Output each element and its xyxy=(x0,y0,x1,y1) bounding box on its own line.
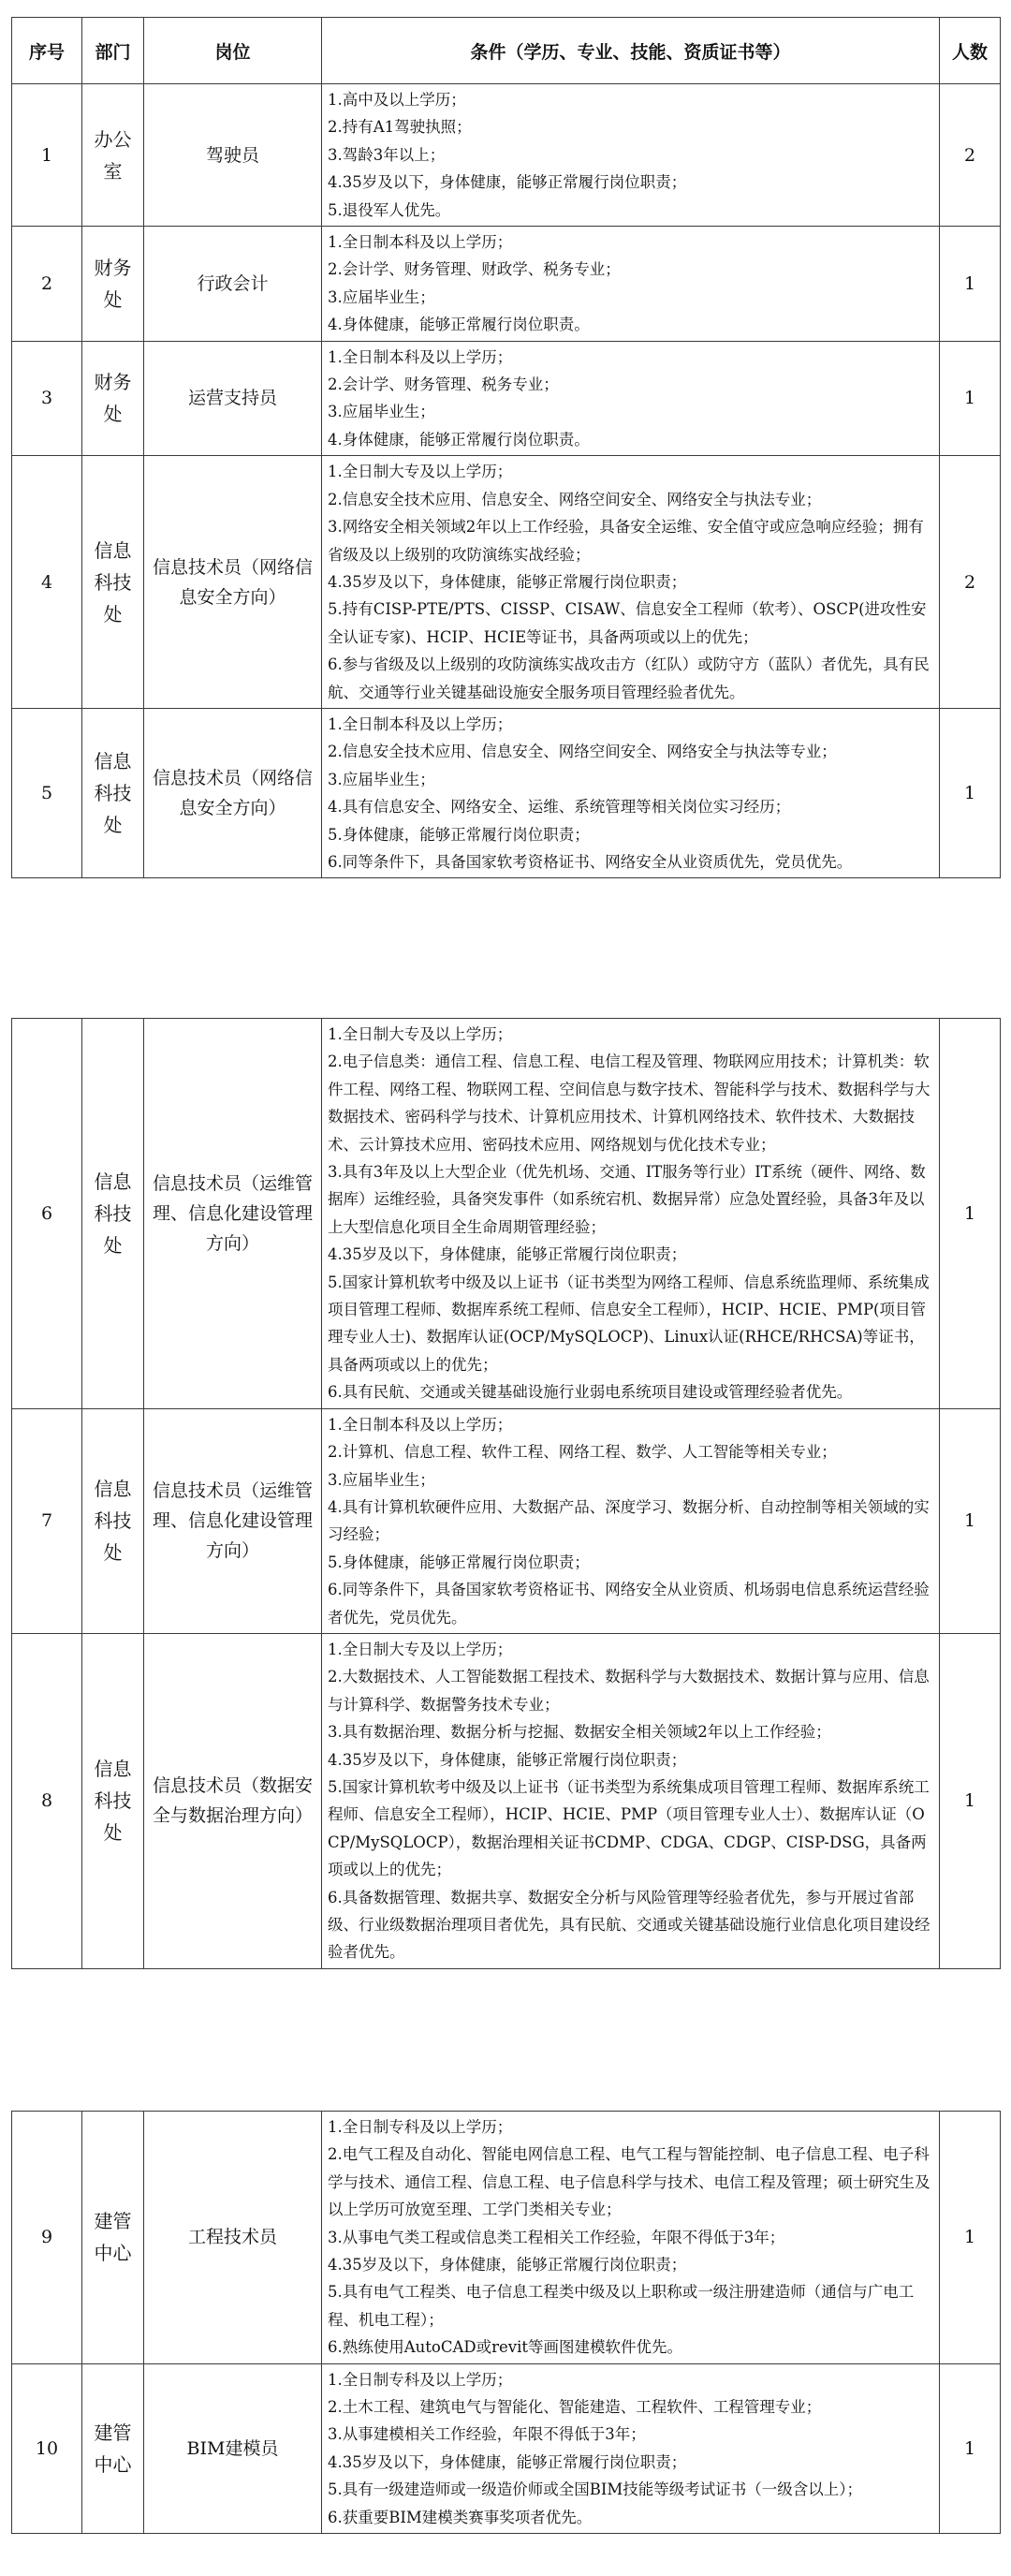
row-position: 信息技术员（网络信息安全方向） xyxy=(144,456,322,709)
condition-item: 1.全日制本科及以上学历； xyxy=(328,233,513,252)
condition-item: 2.会计学、财务管理、财政学、税务专业； xyxy=(328,260,621,279)
condition-item: 3.从事建模相关工作经验，年限不得低于3年； xyxy=(328,2425,646,2444)
condition-item: 5.国家计算机软考中级及以上证书（证书类型为系统集成项目管理工程师、数据库系统工程师、信息安全工程师），HCIP、HCIE、PMP（项目管理专业人士）、数据库认证（OCP/MySQLOCP），数据治理相关证书CDMP、CDGA、CDGP、CISP-DSG，具备两项或以上的优先； xyxy=(328,1777,930,1879)
row-conditions xyxy=(322,708,940,877)
row-number: 6 xyxy=(12,1019,82,1409)
condition-item: 6.同等条件下，具备国家软考资格证书、网络安全从业资质、机场弱电信息系统运营经验者优先，党员优先。 xyxy=(328,1581,930,1627)
condition-item: 6.熟练使用AutoCAD或revit等画图建模软件优先。 xyxy=(328,2338,683,2357)
row-position: 驾驶员 xyxy=(144,84,322,227)
row-conditions xyxy=(322,1019,940,1409)
table-section-2 xyxy=(11,1018,1000,1969)
row-count: 1 xyxy=(940,227,1001,342)
row-count: 1 xyxy=(940,2112,1001,2364)
condition-item: 3.具有3年及以上大型企业（优先机场、交通、IT服务等行业）IT系统（硬件、网络、数据库）运维经验，具备突发事件（如系统宕机、数据异常）应急处置经验，具备3年及以上大型信息化项目全生命周期管理经验； xyxy=(328,1163,926,1236)
condition-item: 3.应届毕业生； xyxy=(328,403,435,421)
row-department: 财务处 xyxy=(82,227,144,342)
condition-item: 2.电子信息类：通信工程、信息工程、电信工程及管理、物联网应用技术；计算机类：软件工程、网络工程、物联网工程、空间信息与数字技术、智能科学与技术、数据科学与大数据技术、密码科学与技术、计算机应用技术、计算机网络技术、软件技术、大数据技术、云计算技术应用、密码技术应用、网络规划与优化技术专业； xyxy=(328,1052,930,1154)
condition-item: 1.全日制本科及以上学历； xyxy=(328,1415,513,1434)
row-conditions xyxy=(322,341,940,456)
condition-item: 3.应届毕业生； xyxy=(328,770,435,788)
condition-item: 5.退役军人优先。 xyxy=(328,200,451,219)
condition-item: 4.身体健康，能够正常履行岗位职责。 xyxy=(328,316,590,334)
condition-item: 5.身体健康，能够正常履行岗位职责； xyxy=(328,825,590,844)
condition-item: 3.应届毕业生； xyxy=(328,1470,435,1489)
row-number: 9 xyxy=(12,2112,82,2364)
row-position: 信息技术员（数据安全与数据治理方向） xyxy=(144,1633,322,1968)
table-row xyxy=(12,2112,1001,2364)
table-row xyxy=(12,456,1001,709)
row-department: 建管中心 xyxy=(82,2363,144,2533)
condition-item: 1.高中及以上学历； xyxy=(328,91,466,109)
row-count: 1 xyxy=(940,1019,1001,1409)
row-department: 信息科技处 xyxy=(82,708,144,877)
condition-item: 4.35岁及以下，身体健康，能够正常履行岗位职责； xyxy=(328,2256,687,2274)
table-section-1 xyxy=(11,17,1000,878)
condition-item: 4.具有计算机软硬件应用、大数据产品、深度学习、数据分析、自动控制等相关领域的实习经验； xyxy=(328,1497,930,1544)
row-position: 工程技术员 xyxy=(144,2112,322,2364)
row-number: 3 xyxy=(12,341,82,456)
condition-item: 6.参与省级及以上级别的攻防演练实战攻击方（红队）或防守方（蓝队）者优先，具有民航、交通等行业关键基础设施安全服务项目管理经验者优先。 xyxy=(328,655,930,701)
row-position: BIM建模员 xyxy=(144,2363,322,2533)
condition-item: 3.网络安全相关领域2年以上工作经验，具备安全运维、安全值守或应急响应经验；拥有省级及以上级别的攻防演练实战经验； xyxy=(328,518,924,564)
condition-item: 1.全日制本科及以上学历； xyxy=(328,714,513,733)
condition-item: 3.应届毕业生； xyxy=(328,287,435,306)
row-department: 办公室 xyxy=(82,84,144,227)
row-conditions xyxy=(322,1633,940,1968)
table-row xyxy=(12,1633,1001,1968)
condition-item: 1.全日制本科及以上学历； xyxy=(328,347,513,366)
row-number: 8 xyxy=(12,1633,82,1968)
row-position: 信息技术员（网络信息安全方向） xyxy=(144,708,322,877)
table-row xyxy=(12,84,1001,227)
row-department: 信息科技处 xyxy=(82,1019,144,1409)
row-count: 1 xyxy=(940,708,1001,877)
condition-item: 6.具备数据管理、数据共享、数据安全分析与风险管理等经验者优先，参与开展过省部级、行业级数据治理项目者优先，具有民航、交通或关键基础设施行业信息化项目建设经验者优先。 xyxy=(328,1888,930,1962)
row-position: 运营支持员 xyxy=(144,341,322,456)
header-count: 人数 xyxy=(940,18,1001,84)
table-row xyxy=(12,227,1001,342)
row-number: 2 xyxy=(12,227,82,342)
table-row xyxy=(12,1019,1001,1409)
condition-item: 4.35岁及以下，身体健康，能够正常履行岗位职责； xyxy=(328,1750,687,1769)
row-conditions xyxy=(322,84,940,227)
row-position: 行政会计 xyxy=(144,227,322,342)
header-no: 序号 xyxy=(12,18,82,84)
row-number: 1 xyxy=(12,84,82,227)
condition-item: 2.计算机、信息工程、软件工程、网络工程、数学、人工智能等相关专业； xyxy=(328,1443,837,1462)
condition-item: 3.从事电气类工程或信息类工程相关工作经验，年限不得低于3年； xyxy=(328,2228,785,2246)
table-body-1 xyxy=(12,84,1001,878)
header-dept: 部门 xyxy=(82,18,144,84)
condition-item: 5.持有CISP-PTE/PTS、CISSP、CISAW、信息安全工程师（软考）、OSCP(进攻性安全认证专家)、HCIP、HCIE等证书，具备两项或以上的优先； xyxy=(328,600,927,646)
header-conditions: 条件（学历、专业、技能、资质证书等） xyxy=(322,18,940,84)
recruitment-table-1 xyxy=(11,17,1001,878)
row-number: 10 xyxy=(12,2363,82,2533)
condition-item: 1.全日制专科及以上学历； xyxy=(328,2118,513,2136)
recruitment-table-2 xyxy=(11,1018,1001,1969)
condition-item: 2.电气工程及自动化、智能电网信息工程、电气工程与智能控制、电子信息工程、电子科学与技术、通信工程、信息工程、电子信息科学与技术、电信工程及管理；硕士研究生及以上学历可放宽至理、工学门类相关专业； xyxy=(328,2145,930,2219)
row-number: 7 xyxy=(12,1408,82,1633)
row-count: 1 xyxy=(940,1633,1001,1968)
condition-item: 3.具有数据治理、数据分析与挖掘、数据安全相关领域2年以上工作经验； xyxy=(328,1723,831,1742)
condition-item: 2.土木工程、建筑电气与智能化、智能建造、工程软件、工程管理专业； xyxy=(328,2398,822,2417)
condition-item: 1.全日制大专及以上学历； xyxy=(328,463,513,481)
condition-item: 4.具有信息安全、网络安全、运维、系统管理等相关岗位实习经历； xyxy=(328,798,791,817)
table-section-3 xyxy=(11,2111,1000,2534)
condition-item: 6.同等条件下，具备国家软考资格证书、网络安全从业资质优先，党员优先。 xyxy=(328,852,853,871)
row-department: 财务处 xyxy=(82,341,144,456)
condition-item: 2.信息安全技术应用、信息安全、网络空间安全、网络安全与执法专业； xyxy=(328,490,822,508)
row-position: 信息技术员（运维管理、信息化建设管理方向） xyxy=(144,1019,322,1409)
row-department: 信息科技处 xyxy=(82,1408,144,1633)
condition-item: 2.大数据技术、人工智能数据工程技术、数据科学与大数据技术、数据计算与应用、信息与计算科学、数据警务技术专业； xyxy=(328,1668,930,1714)
table-row xyxy=(12,2363,1001,2533)
condition-item: 6.获重要BIM建模类赛事奖项者优先。 xyxy=(328,2508,593,2526)
condition-item: 4.35岁及以下，身体健康，能够正常履行岗位职责； xyxy=(328,572,687,591)
row-count: 1 xyxy=(940,2363,1001,2533)
condition-item: 4.35岁及以下，身体健康，能够正常履行岗位职责； xyxy=(328,1245,687,1264)
row-count: 2 xyxy=(940,456,1001,709)
condition-item: 6.具有民航、交通或关键基础设施行业弱电系统项目建设或管理经验者优先。 xyxy=(328,1383,853,1402)
table-row xyxy=(12,708,1001,877)
row-conditions xyxy=(322,2363,940,2533)
row-position: 信息技术员（运维管理、信息化建设管理方向） xyxy=(144,1408,322,1633)
row-count: 1 xyxy=(940,341,1001,456)
condition-item: 1.全日制专科及以上学历； xyxy=(328,2370,513,2389)
condition-item: 5.具有一级建造师或一级造价师或全国BIM技能等级考试证书（一级含以上）； xyxy=(328,2480,863,2499)
row-department: 信息科技处 xyxy=(82,456,144,709)
condition-item: 2.信息安全技术应用、信息安全、网络空间安全、网络安全与执法等专业； xyxy=(328,743,837,761)
table-body-2 xyxy=(12,1019,1001,1969)
header-position: 岗位 xyxy=(144,18,322,84)
table-row xyxy=(12,1408,1001,1633)
condition-item: 3.驾龄3年以上； xyxy=(328,145,446,164)
condition-item: 5.身体健康，能够正常履行岗位职责； xyxy=(328,1553,590,1571)
row-conditions xyxy=(322,456,940,709)
row-department: 建管中心 xyxy=(82,2112,144,2364)
condition-item: 4.身体健康，能够正常履行岗位职责。 xyxy=(328,430,590,449)
header-row xyxy=(12,18,1001,84)
condition-item: 5.具有电气工程类、电子信息工程类中级及以上职称或一级注册建造师（通信与广电工程、机电工程）； xyxy=(328,2283,915,2329)
row-number: 4 xyxy=(12,456,82,709)
row-conditions xyxy=(322,227,940,342)
condition-item: 4.35岁及以下，身体健康，能够正常履行岗位职责； xyxy=(328,173,687,192)
recruitment-table-3 xyxy=(11,2111,1001,2534)
row-conditions xyxy=(322,2112,940,2364)
condition-item: 2.会计学、财务管理、税务专业； xyxy=(328,375,559,394)
table-body-3 xyxy=(12,2112,1001,2534)
condition-item: 5.国家计算机软考中级及以上证书（证书类型为网络工程师、信息系统监理师、系统集成项目管理工程师、数据库系统工程师、信息安全工程师），HCIP、HCIE、PMP(项目管理专业人士)、数据库认证(OCP/MySQLOCP)、Linux认证(RHCE/RHCSA)等证书，具备两项或以上的优先； xyxy=(328,1273,930,1374)
row-count: 2 xyxy=(940,84,1001,227)
row-department: 信息科技处 xyxy=(82,1633,144,1968)
row-count: 1 xyxy=(940,1408,1001,1633)
row-number: 5 xyxy=(12,708,82,877)
row-conditions xyxy=(322,1408,940,1633)
table-row xyxy=(12,341,1001,456)
condition-item: 2.持有A1驾驶执照； xyxy=(328,118,472,137)
condition-item: 1.全日制大专及以上学历； xyxy=(328,1640,513,1658)
condition-item: 1.全日制大专及以上学历； xyxy=(328,1025,513,1043)
condition-item: 4.35岁及以下，身体健康，能够正常履行岗位职责； xyxy=(328,2452,687,2471)
